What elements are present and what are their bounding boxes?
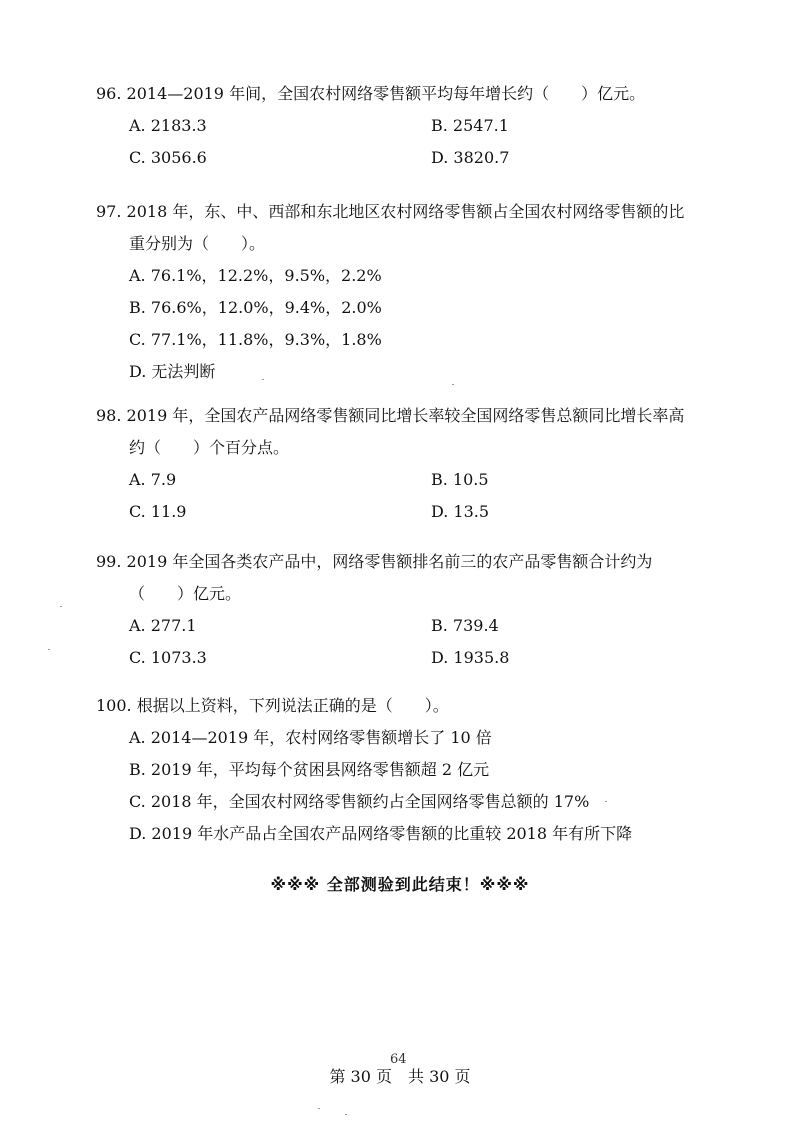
question-98 xyxy=(96,400,736,528)
option-a[interactable]: A. 2014—2019 年，农村网络零售额增长了 10 倍 xyxy=(129,728,492,747)
end-of-exam-notice: ※※※ 全部测验到此结束！※※※ xyxy=(270,875,530,894)
question-number: 96. xyxy=(96,84,122,103)
option-d[interactable]: D. 13.5 xyxy=(431,502,490,521)
options xyxy=(129,110,736,174)
scan-speck xyxy=(605,801,607,802)
option-a[interactable]: A. 7.9 xyxy=(129,470,177,489)
scan-speck xyxy=(452,384,454,385)
question-text: 2018 年，东、中、西部和东北地区农村网络零售额占全国农村网络零售额的比 xyxy=(126,202,685,221)
option-d[interactable]: D. 1935.8 xyxy=(431,648,510,667)
option-b[interactable]: B. 2019 年，平均每个贫困县网络零售额超 2 亿元 xyxy=(129,760,490,779)
question-number: 100. xyxy=(96,696,132,715)
question-text-continued: 重分别为（ ）。 xyxy=(129,234,266,253)
option-a[interactable]: A. 76.1%，12.2%，9.5%，2.2% xyxy=(129,266,382,285)
option-c[interactable]: C. 1073.3 xyxy=(129,648,207,667)
option-c[interactable]: C. 11.9 xyxy=(129,502,187,521)
question-number: 98. xyxy=(96,406,122,425)
options xyxy=(129,722,736,850)
question-stem xyxy=(96,690,736,722)
question-number: 99. xyxy=(96,552,122,571)
options xyxy=(129,610,736,674)
option-d[interactable]: D. 无法判断 xyxy=(129,362,216,381)
option-a[interactable]: A. 277.1 xyxy=(129,616,197,635)
question-stem xyxy=(96,78,736,110)
options xyxy=(129,260,736,388)
option-c[interactable]: C. 2018 年，全国农村网络零售额约占全国网络零售总额的 17% xyxy=(129,792,590,811)
scan-speck xyxy=(318,1108,320,1109)
option-d[interactable]: D. 3820.7 xyxy=(431,148,510,167)
option-c[interactable]: C. 77.1%，11.8%，9.3%，1.8% xyxy=(129,330,382,349)
scan-speck xyxy=(345,1114,347,1115)
page-footer: 第 30 页 共 30 页 xyxy=(329,1067,471,1086)
question-text: 2019 年全国各类农产品中，网络零售额排名前三的农产品零售额合计约为 xyxy=(126,552,653,571)
option-b[interactable]: B. 76.6%，12.0%，9.4%，2.0% xyxy=(129,298,382,317)
question-stem xyxy=(96,196,736,228)
question-96 xyxy=(96,78,736,174)
option-b[interactable]: B. 2547.1 xyxy=(431,116,509,135)
question-100 xyxy=(96,690,736,850)
options xyxy=(129,464,736,528)
option-b[interactable]: B. 10.5 xyxy=(431,470,489,489)
question-text-continued: （ ）亿元。 xyxy=(129,584,242,603)
question-stem xyxy=(96,546,736,578)
question-number: 97. xyxy=(96,202,122,221)
question-99 xyxy=(96,546,736,674)
option-d[interactable]: D. 2019 年水产品占全国农产品网络零售额的比重较 2018 年有所下降 xyxy=(129,824,633,843)
question-text-continued: 约（ ）个百分点。 xyxy=(129,438,290,457)
option-b[interactable]: B. 739.4 xyxy=(431,616,499,635)
scan-speck xyxy=(48,649,50,650)
option-c[interactable]: C. 3056.6 xyxy=(129,148,207,167)
scan-speck xyxy=(60,606,62,607)
question-97 xyxy=(96,196,736,388)
scan-speck xyxy=(262,379,264,380)
option-a[interactable]: A. 2183.3 xyxy=(129,116,207,135)
question-stem xyxy=(96,400,736,432)
page-stamp: 64 xyxy=(390,1052,407,1067)
question-text: 根据以上资料，下列说法正确的是（ ）。 xyxy=(136,696,449,715)
question-text: 2014—2019 年间，全国农村网络零售额平均每年增长约（ ）亿元。 xyxy=(126,84,646,103)
question-text: 2019 年，全国农产品网络零售额同比增长率较全国网络零售总额同比增长率高 xyxy=(126,406,685,425)
